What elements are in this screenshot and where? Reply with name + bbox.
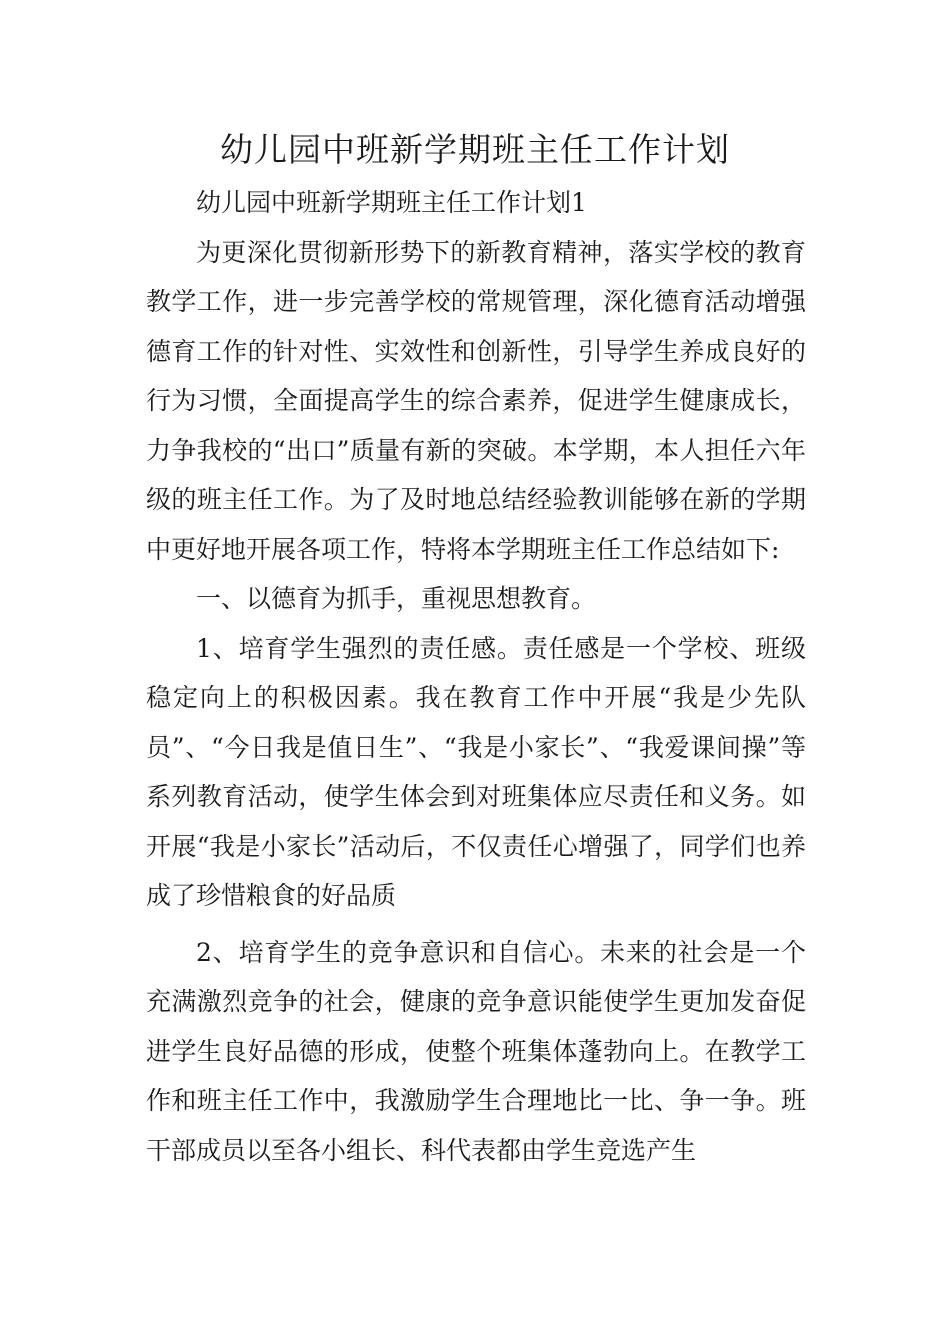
document-body xyxy=(146,178,806,1175)
paragraph-intro: 为更深化贯彻新形势下的新教育精神，落实学校的教育教学工作，进一步完善学校的常规管理，深化德育活动增强德育工作的针对性、实效性和创新性，引导学生养成良好的行为习惯，全面提高学生的综合素养，促进学生健康成长，力争我校的“出口”质量有新的突破。本学期，本人担任六年级的班主任工作。为了及时地总结经验教训能够在新的学期中更好地开展各项工作，特将本学期班主任工作总结如下: xyxy=(146,237,806,564)
paragraph-competition: 2、培育学生的竞争意识和自信心。未来的社会是一个充满激烈竞争的社会，健康的竞争意识能使学生更加发奋促进学生良好品德的形成，使整个班集体蓬勃向上。在教学工作和班主任工作中，我激励学生合理地比一比、争一争。班干部成员以至各小组长、科代表都由学生竞选产生 xyxy=(146,937,806,1165)
section-heading: 幼儿园中班新学期班主任工作计划1 xyxy=(196,188,587,217)
paragraph-section-one-heading: 一、以德育为抓手，重视思想教育。 xyxy=(196,584,597,613)
paragraph-responsibility: 1、培育学生强烈的责任感。责任感是一个学校、班级稳定向上的积极因素。我在教育工作中开展“我是少先队员”、“今日我是值日生”、“我是小家长”、“我爱课间操”等系列教育活动，使学生体会到对班集体应尽责任和义务。如开展“我是小家长”活动后，不仅责任心增强了，同学们也养成了珍惜粮食的好品质 xyxy=(146,633,806,910)
document-title: 幼儿园中班新学期班主任工作计划 xyxy=(220,130,730,169)
